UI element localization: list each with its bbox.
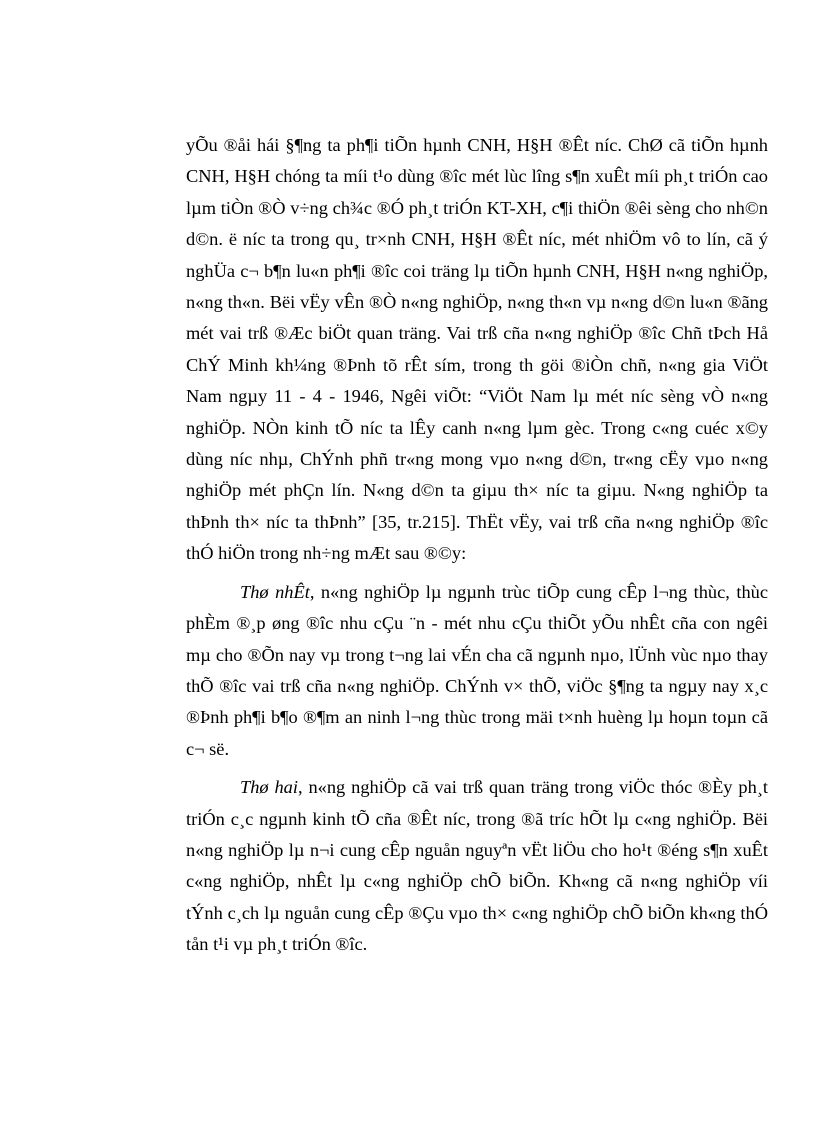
paragraph-3	[186, 772, 768, 960]
paragraph-3-text: , n«ng nghiÖp cã vai trß quan träng trong viÖc thóc ®Èy ph¸t triÓn c¸c ngµnh kinh tÕ cña ®Êt níc, trong ®ã tríc hÕt lµ c«ng nghiÖp. Bëi n«ng nghiÖp lµ n¬i cung cÊp nguån nguyªn vËt liÖu cho ho¹t ®éng s¶n xuÊt c«ng nghiÖp, nhÊt lµ c«ng nghiÖp chÕ biÕn. Kh«ng cã n«ng nghiÖp víi tÝnh c¸ch lµ nguån cung cÊp ®Çu vµo th× c«ng nghiÖp chÕ biÕn kh«ng thÓ tån t¹i vµ ph¸t triÓn ®îc.	[186, 777, 768, 955]
paragraph-2	[186, 577, 768, 765]
paragraph-3-lead: Thø hai	[240, 777, 298, 798]
body-text	[186, 130, 768, 961]
paragraph-1-text: yÕu ®åi hái §¶ng ta ph¶i tiÕn hµnh CNH, H§H ®Êt níc. ChØ cã tiÕn hµnh CNH, H§H chóng ta míi t¹o dùng ®îc mét lùc lîng s¶n xuÊt míi ph¸t triÓn cao lµm tiÒn ®Ò v÷ng ch¾c ®Ó ph¸t triÓn KT-XH, c¶i thiÖn ®êi sèng cho nh©n d©n. ë níc ta trong qu¸ tr×nh CNH, H§H ®Êt níc, mét nhiÖm vô to lín, cã ý nghÜa c¬ b¶n lu«n ph¶i ®îc coi träng lµ tiÕn hµnh CNH, H§H n«ng nghiÖp, n«ng th«n. Bëi vËy vÊn ®Ò n«ng nghiÖp, n«ng th«n vµ n«ng d©n lu«n ®ãng mét vai trß ®Æc biÖt quan träng. Vai trß cña n«ng nghiÖp ®îc Chñ tÞch Hå ChÝ Minh kh¼ng ®Þnh tõ rÊt sím, trong th göi ®iÒn chñ, n«ng gia ViÖt Nam ngµy 11 - 4 - 1946, Ngêi viÕt: “ViÖt Nam lµ mét níc sèng vÒ n«ng nghiÖp. NÒn kinh tÕ níc ta lÊy canh n«ng lµm gèc. Trong c«ng cuéc x©y dùng níc nhµ, ChÝnh phñ tr«ng mong vµo n«ng d©n, tr«ng cËy vµo n«ng nghiÖp mét phÇn lín. N«ng d©n ta giµu th× níc ta giµu. N«ng nghiÖp ta thÞnh th× níc ta thÞnh” [35, tr.215]. ThËt vËy, vai trß cña n«ng nghiÖp ®îc thÓ hiÖn trong nh÷ng mÆt sau ®©y:	[186, 135, 768, 564]
paragraph-2-text: , n«ng nghiÖp lµ ngµnh trùc tiÕp cung cÊp l¬ng thùc, thùc phÈm ®¸p øng ®îc nhu cÇu ¨n - mét nhu cÇu thiÕt yÕu nhÊt cña con ngêi mµ cho ®Õn nay vµ trong t¬ng lai vÉn cha cã ngµnh nµo, lÜnh vùc nµo thay thÕ ®îc vai trß cña n«ng nghiÖp. ChÝnh v× thÕ, viÖc §¶ng ta ngµy nay x¸c ®Þnh ph¶i b¶o ®¶m an ninh l¬ng thùc trong mäi t×nh huèng lµ hoµn toµn cã c¬ së.	[186, 581, 768, 759]
paragraph-1	[186, 130, 768, 570]
paragraph-2-lead: Thø nhÊt	[240, 581, 310, 602]
